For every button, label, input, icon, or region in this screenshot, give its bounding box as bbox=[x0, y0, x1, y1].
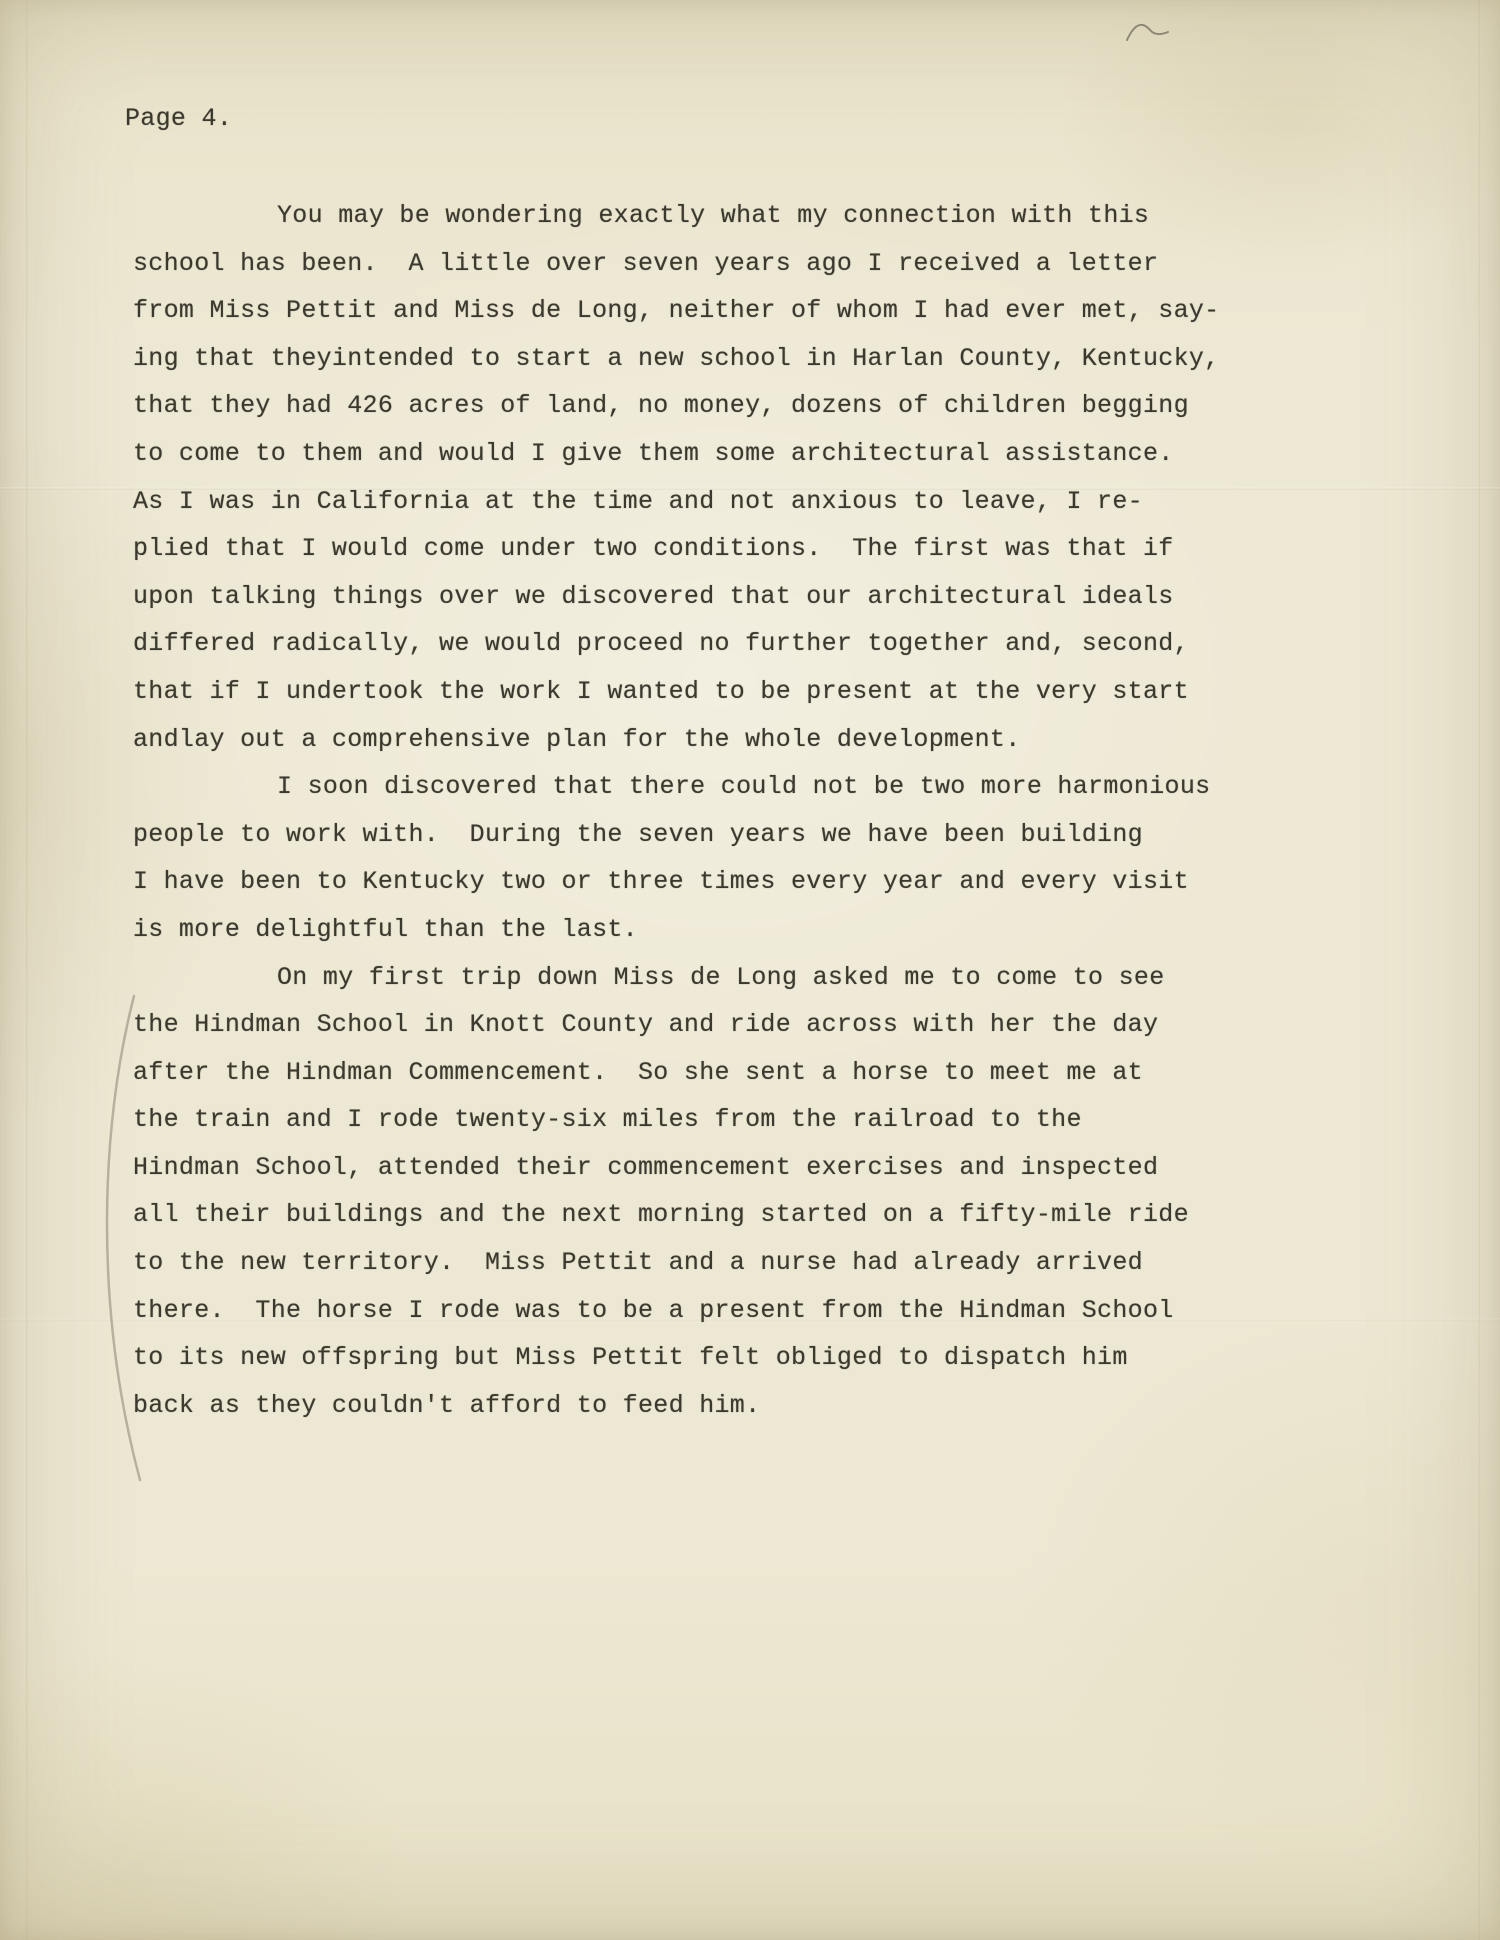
text-line: differed radically, we would proceed no further together and, second, bbox=[133, 629, 1189, 659]
text-line: people to work with. During the seven years we have been building bbox=[133, 819, 1143, 849]
text-line: is more delightful than the last. bbox=[133, 914, 638, 944]
text-line: Hindman School, attended their commencement exercises and inspected bbox=[133, 1152, 1159, 1182]
text-line: to come to them and would I give them some architectural assistance. bbox=[133, 438, 1174, 468]
pencil-check-mark-icon bbox=[1122, 12, 1174, 52]
text-line: the train and I rode twenty-six miles from the railroad to the bbox=[133, 1105, 1082, 1135]
text-line: there. The horse I rode was to be a present from the Hindman School bbox=[133, 1295, 1174, 1325]
text-line: andlay out a comprehensive plan for the whole development. bbox=[133, 724, 1021, 754]
text-line: I have been to Kentucky two or three times every year and every visit bbox=[133, 867, 1189, 897]
text-line: school has been. A little over seven years ago I received a letter bbox=[133, 248, 1159, 278]
text-line: On my first trip down Miss de Long asked me to come to see bbox=[277, 962, 1165, 992]
text-line: from Miss Pettit and Miss de Long, neither of whom I had ever met, say- bbox=[133, 296, 1220, 326]
text-line: to the new territory. Miss Pettit and a nurse had already arrived bbox=[133, 1248, 1143, 1278]
text-line: As I was in California at the time and not anxious to leave, I re- bbox=[133, 486, 1143, 516]
text-line: to its new offspring but Miss Pettit felt obliged to dispatch him bbox=[133, 1343, 1128, 1373]
text-line: that they had 426 acres of land, no money, dozens of children begging bbox=[133, 391, 1189, 421]
text-line: that if I undertook the work I wanted to be present at the very start bbox=[133, 676, 1189, 706]
paper-edge-left bbox=[26, 0, 28, 1940]
text-line: plied that I would come under two conditions. The first was that if bbox=[133, 534, 1174, 564]
text-line: back as they couldn't afford to feed him. bbox=[133, 1390, 761, 1420]
letter-body bbox=[133, 192, 1223, 1429]
text-line: You may be wondering exactly what my connection with this bbox=[277, 201, 1150, 230]
text-line: all their buildings and the next morning started on a fifty-mile ride bbox=[133, 1200, 1189, 1230]
text-line: the Hindman School in Knott County and ride across with her the day bbox=[133, 1010, 1159, 1040]
text-line: after the Hindman Commencement. So she sent a horse to meet me at bbox=[133, 1057, 1143, 1087]
text-line: I soon discovered that there could not be two more harmonious bbox=[277, 772, 1211, 802]
text-line: upon talking things over we discovered that our architectural ideals bbox=[133, 581, 1174, 611]
text-line: ing that theyintended to start a new school in Harlan County, Kentucky, bbox=[133, 343, 1220, 373]
page-number-label: Page 4. bbox=[125, 104, 233, 133]
paper-edge-right bbox=[1478, 0, 1480, 1940]
